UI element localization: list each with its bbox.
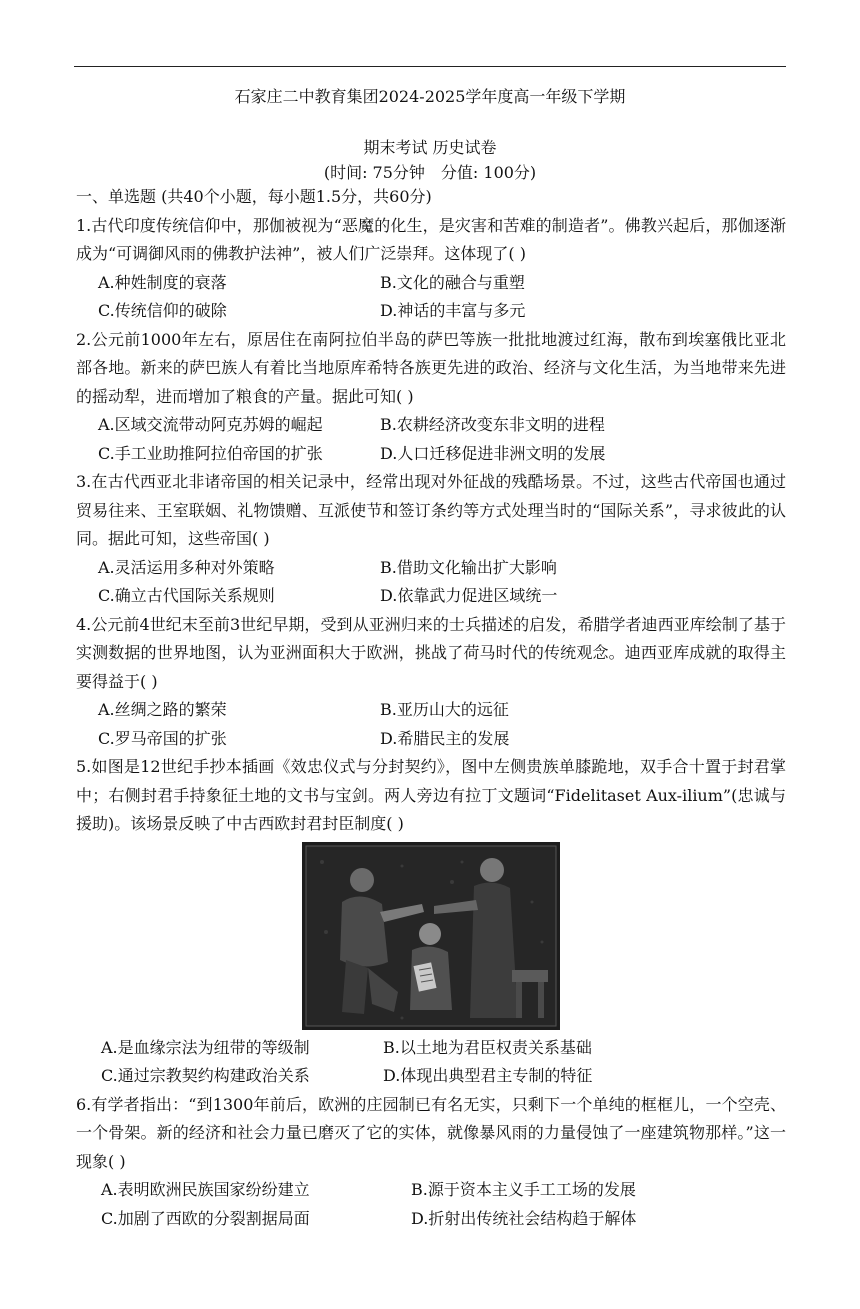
option-d[interactable]: D.希腊民主的发展 bbox=[380, 728, 510, 748]
option-c[interactable]: C.手工业助推阿拉伯帝国的扩张 bbox=[98, 443, 323, 463]
option-b[interactable]: B.以土地为君臣权责关系基础 bbox=[383, 1037, 592, 1057]
question-3 bbox=[76, 468, 786, 611]
option-a[interactable]: A.是血缘宗法为纽带的等级制 bbox=[101, 1037, 310, 1057]
option-d[interactable]: D.人口迁移促进非洲文明的发展 bbox=[380, 443, 606, 463]
option-d[interactable]: D.折射出传统社会结构趋于解体 bbox=[411, 1208, 637, 1228]
option-b[interactable]: B.源于资本主义手工工场的发展 bbox=[411, 1180, 636, 1199]
option-b[interactable]: B.农耕经济改变东非文明的进程 bbox=[380, 415, 605, 434]
option-d[interactable]: D.依靠武力促进区域统一 bbox=[380, 586, 558, 605]
options bbox=[76, 1176, 786, 1233]
option-b[interactable]: B.借助文化输出扩大影响 bbox=[380, 557, 557, 577]
option-a[interactable]: A.表明欧洲民族国家纷纷建立 bbox=[101, 1180, 310, 1199]
manuscript-illustration-drawing bbox=[302, 842, 560, 1030]
option-c[interactable]: C.确立古代国际关系规则 bbox=[98, 586, 275, 605]
exam-content bbox=[76, 183, 786, 1233]
question-stem: 4.公元前4世纪末至前3世纪早期，受到从亚洲归来的士兵描述的启发，希腊学者迪西亚库绘制了基于实测数据的世界地图，认为亚洲面积大于欧洲，挑战了荷马时代的传统观念。迪西亚库成就的取得主要得益于( ) bbox=[76, 614, 786, 691]
question-stem: 2.公元前1000年左右，原居住在南阿拉伯半岛的萨巴等族一批批地渡过红海，散布到埃塞俄比亚北部各地。新来的萨巴族人有着比当地原库希特各族更先进的政治、经济与文化生活，为当地带来先进的摇动犁，进而增加了粮食的产量。据此可知( ) bbox=[76, 329, 786, 406]
option-c[interactable]: C.罗马帝国的扩张 bbox=[98, 728, 227, 748]
options bbox=[76, 1034, 786, 1091]
options bbox=[76, 411, 786, 468]
header-rule bbox=[74, 66, 786, 67]
question-6 bbox=[76, 1091, 786, 1234]
option-a[interactable]: A.丝绸之路的繁荣 bbox=[98, 700, 227, 719]
exam-title-line1: 石家庄二中教育集团2024-2025学年度高一年级下学期 bbox=[234, 87, 626, 106]
question-stem: 6.有学者指出：“到1300年前后，欧洲的庄园制已有名无实，只剩下一个单纯的框框儿，一个空壳、一个骨架。新的经济和社会力量已磨灭了它的实体，就像暴风雨的力量侵蚀了一座建筑物那样。”这一现象( ) bbox=[76, 1094, 786, 1171]
option-b[interactable]: B.文化的融合与重塑 bbox=[380, 272, 525, 292]
option-b[interactable]: B.亚历山大的远征 bbox=[380, 700, 509, 719]
option-c[interactable]: C.加剧了西欧的分裂割据局面 bbox=[101, 1208, 310, 1228]
question-4 bbox=[76, 611, 786, 754]
question-stem: 5.如图是12世纪手抄本插画《效忠仪式与分封契约》，图中左侧贵族单膝跪地，双手合十置于封君掌中；右侧封君手持象征土地的文书与宝剑。两人旁边有拉丁文题词“Fidelitaset Aux-ilium”(忠诚与援助)。该场景反映了中古西欧封君封臣制度( ) bbox=[76, 757, 786, 833]
exam-time-score: (时间: 75分钟 分值: 100分) bbox=[323, 163, 537, 182]
section-heading: 一、单选题 (共40个小题，每小题1.5分，共60分) bbox=[76, 187, 432, 206]
options bbox=[76, 696, 786, 753]
option-a[interactable]: A.种姓制度的衰落 bbox=[98, 272, 227, 292]
options bbox=[76, 269, 786, 326]
question-stem: 3.在古代西亚北非诸帝国的相关记录中，经常出现对外征战的残酷场景。不过，这些古代帝国也通过贸易往来、王室联姻、礼物馈赠、互派使节和签订条约等方式处理当时的“国际关系”，寻求彼此的认同。据此可知，这些帝国( ) bbox=[76, 472, 786, 548]
option-c[interactable]: C.传统信仰的破除 bbox=[98, 301, 227, 320]
question-5 bbox=[76, 753, 786, 1091]
option-a[interactable]: A.区域交流带动阿克苏姆的崛起 bbox=[98, 415, 323, 434]
option-d[interactable]: D.神话的丰富与多元 bbox=[380, 301, 526, 320]
manuscript-illustration bbox=[302, 842, 560, 1030]
exam-title-line2: 期末考试 历史试卷 bbox=[363, 138, 497, 157]
question-stem: 1.古代印度传统信仰中，那伽被视为“恶魔的化生，是灾害和苦难的制造者”。佛教兴起后，那伽逐渐成为“可调御风雨的佛教护法神”，被人们广泛崇拜。这体现了( ) bbox=[76, 215, 786, 263]
option-d[interactable]: D.体现出典型君主专制的特征 bbox=[383, 1066, 593, 1085]
options bbox=[76, 554, 786, 611]
option-c[interactable]: C.通过宗教契约构建政治关系 bbox=[101, 1066, 310, 1085]
question-1 bbox=[76, 212, 786, 326]
option-a[interactable]: A.灵活运用多种对外策略 bbox=[98, 557, 275, 577]
question-2 bbox=[76, 326, 786, 469]
